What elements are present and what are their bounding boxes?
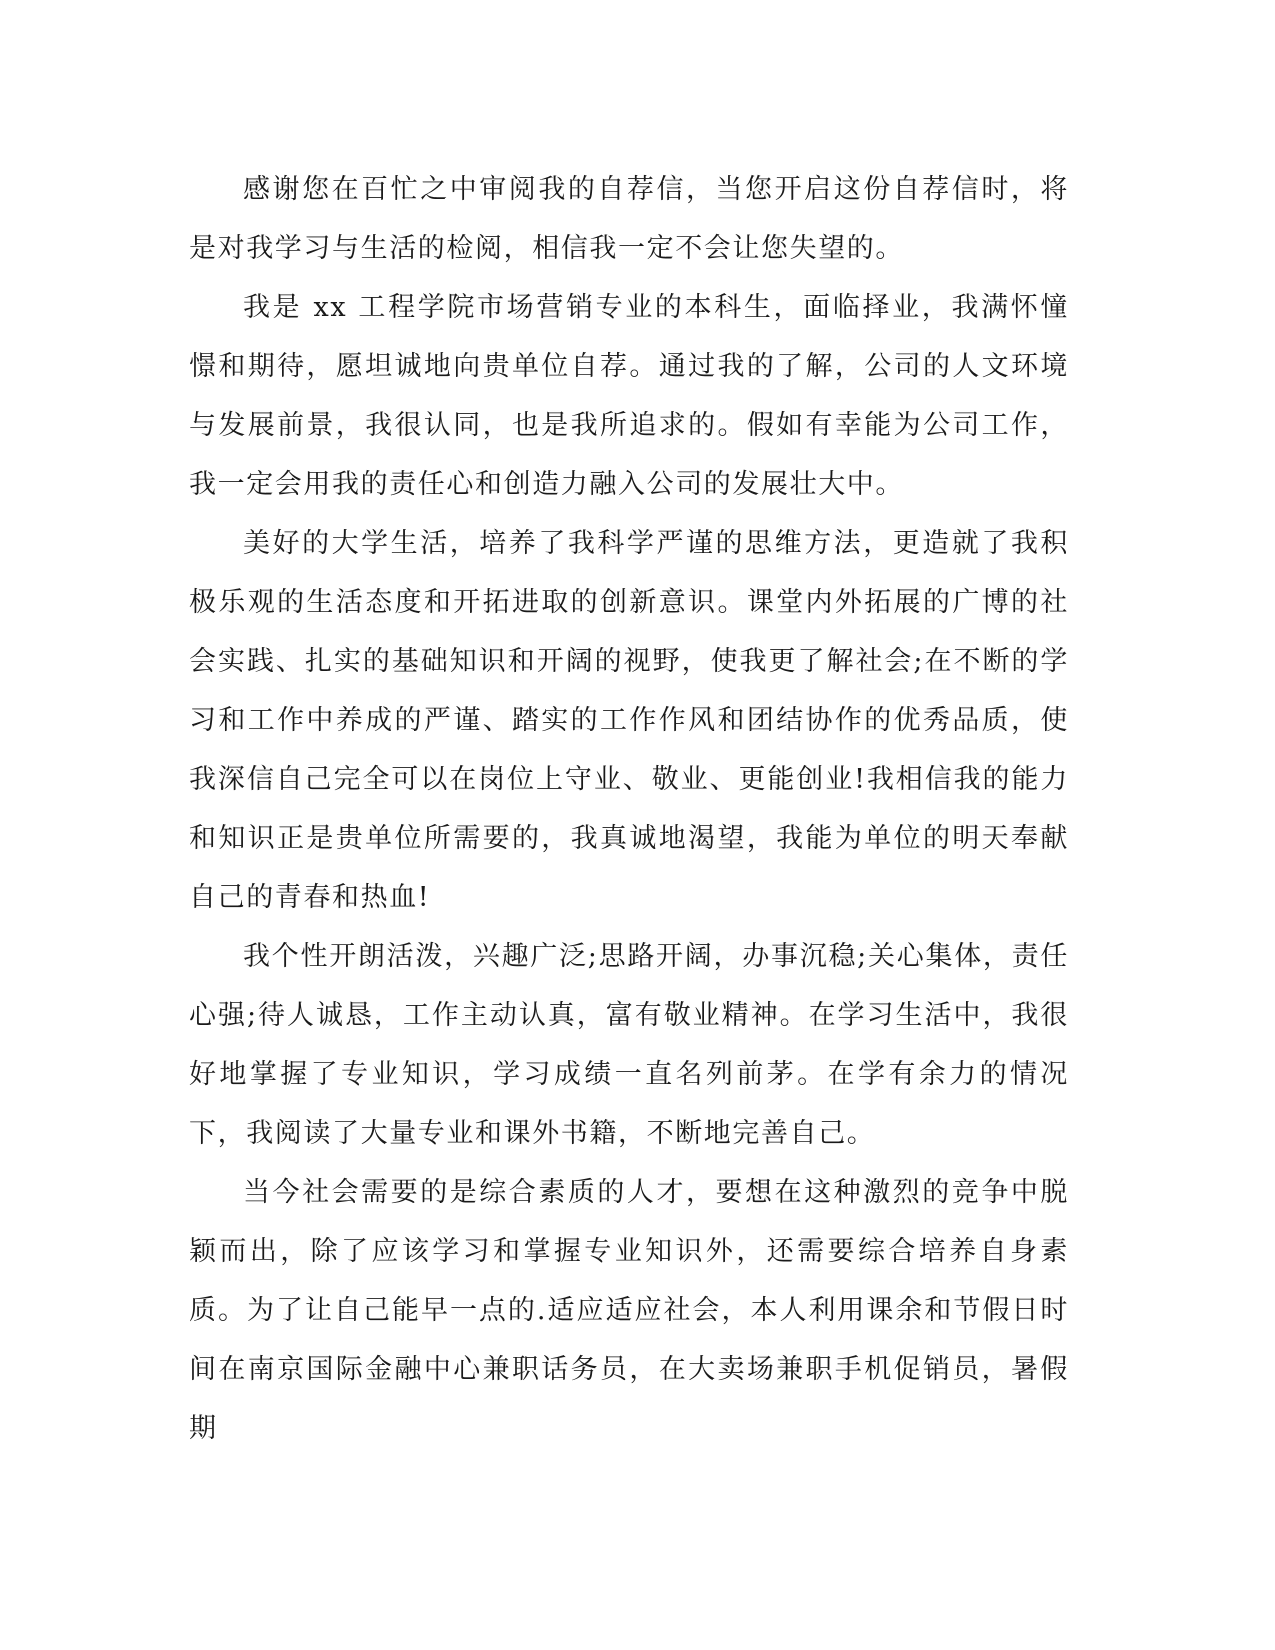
paragraph-2: 我是 xx 工程学院市场营销专业的本科生，面临择业，我满怀憧憬和期待，愿坦诚地向贵单位自荐。通过我的了解，公司的人文环境与发展前景，我很认同，也是我所追求的。假如有幸能为公司工作，我一定会用我的责任心和创造力融入公司的发展壮大中。 bbox=[189, 292, 1069, 500]
paragraph-5: 当今社会需要的是综合素质的人才，要想在这种激烈的竞争中脱颖而出，除了应该学习和掌握专业知识外，还需要综合培养自身素质。为了让自己能早一点的.适应适应社会，本人利用课余和节假日时间在南京国际金融中心兼职话务员，在大卖场兼职手机促销员，暑假期 bbox=[189, 1177, 1069, 1444]
paragraph-1: 感谢您在百忙之中审阅我的自荐信，当您开启这份自荐信时，将是对我学习与生活的检阅，相信我一定不会让您失望的。 bbox=[189, 174, 1069, 264]
letter-body bbox=[189, 160, 1069, 1458]
paragraph-3: 美好的大学生活，培养了我科学严谨的思维方法，更造就了我积极乐观的生活态度和开拓进取的创新意识。课堂内外拓展的广博的社会实践、扎实的基础知识和开阔的视野，使我更了解社会;在不断的学习和工作中养成的严谨、踏实的工作作风和团结协作的优秀品质，使我深信自己完全可以在岗位上守业、敬业、更能创业!我相信我的能力和知识正是贵单位所需要的，我真诚地渴望，我能为单位的明天奉献自己的青春和热血! bbox=[189, 528, 1069, 913]
paragraph-4: 我个性开朗活泼，兴趣广泛;思路开阔，办事沉稳;关心集体，责任心强;待人诚恳，工作主动认真，富有敬业精神。在学习生活中，我很好地掌握了专业知识，学习成绩一直名列前茅。在学有余力的情况下，我阅读了大量专业和课外书籍，不断地完善自己。 bbox=[189, 941, 1069, 1149]
